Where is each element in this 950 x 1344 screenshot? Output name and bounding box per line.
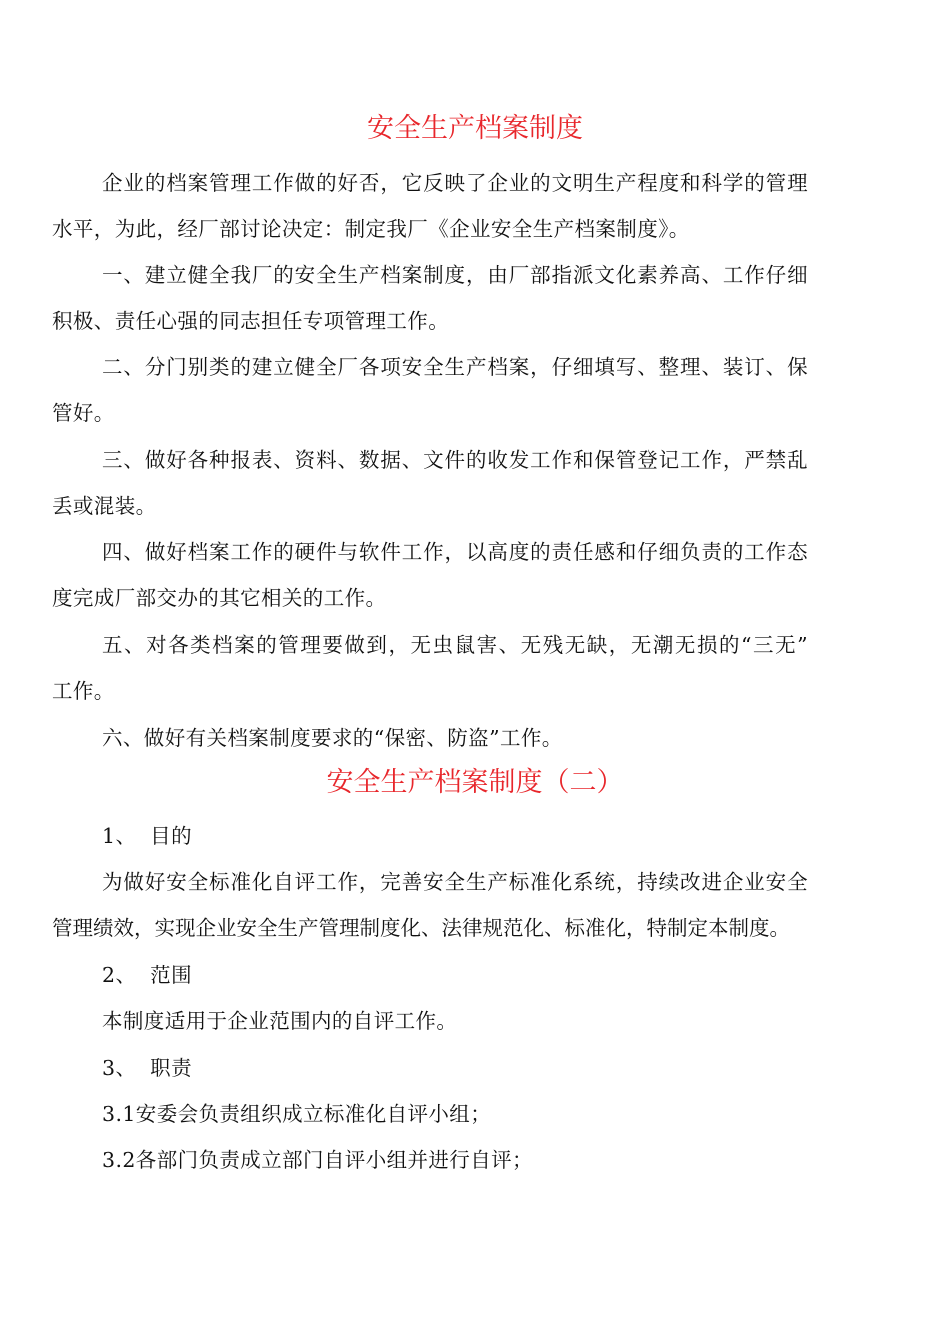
intro-line-1: 企业的档案管理工作做的好否，它反映了企业的文明生产程度和科学的管理: [102, 171, 808, 195]
clause-5-line-2: 工作。: [52, 679, 115, 703]
clause-5-line-1: 五、对各类档案的管理要做到，无虫鼠害、无残无缺，无潮无损的“三无”: [102, 633, 808, 657]
clause-6-line-1: 六、做好有关档案制度要求的“保密、防盗”工作。: [102, 726, 563, 750]
clause-4-line-2: 度完成厂部交办的其它相关的工作。: [52, 586, 387, 610]
intro-line-2: 水平，为此，经厂部讨论决定：制定我厂《企业安全生产档案制度》。: [52, 217, 690, 241]
clause-2-line-1: 二、分门别类的建立健全厂各项安全生产档案，仔细填写、整理、装订、保: [102, 355, 808, 379]
section-2-line-1: 本制度适用于企业范围内的自评工作。: [102, 1009, 458, 1033]
clause-3-line-1: 三、做好各种报表、资料、数据、文件的收发工作和保管登记工作，严禁乱: [102, 448, 808, 472]
section-3-heading: 3、 职责: [102, 1056, 192, 1080]
section-2-heading: 2、 范围: [102, 963, 192, 987]
clause-3-line-2: 丢或混装。: [52, 494, 157, 518]
section-title-2: 安全生产档案制度（二）: [326, 767, 624, 798]
clause-1-line-1: 一、建立健全我厂的安全生产档案制度，由厂部指派文化素养高、工作仔细: [102, 263, 808, 287]
clause-1-line-2: 积极、责任心强的同志担任专项管理工作。: [52, 309, 450, 333]
section-1-line-2: 管理绩效，实现企业安全生产管理制度化、法律规范化、标准化，特制定本制度。: [52, 916, 790, 940]
clause-4-line-1: 四、做好档案工作的硬件与软件工作，以高度的责任感和仔细负责的工作态: [102, 540, 808, 564]
document-title: 安全生产档案制度: [367, 113, 583, 144]
clause-2-line-2: 管好。: [52, 401, 115, 425]
section-3-item-1: 3.1安委会负责组织成立标准化自评小组；: [102, 1102, 492, 1126]
section-1-heading: 1、 目的: [102, 824, 192, 848]
section-3-item-2: 3.2各部门负责成立部门自评小组并进行自评；: [102, 1148, 533, 1172]
section-1-line-1: 为做好安全标准化自评工作，完善安全生产标准化系统，持续改进企业安全: [102, 870, 808, 894]
